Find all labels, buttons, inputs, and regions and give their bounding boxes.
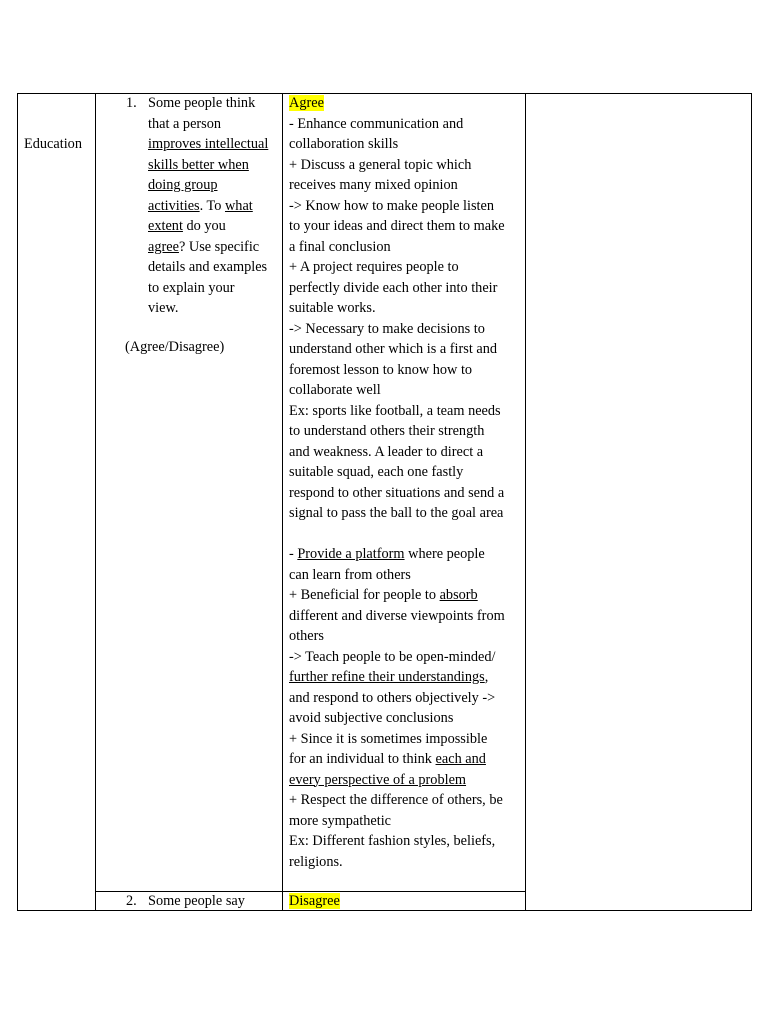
text-run: where people (404, 546, 485, 562)
underlined-text: Provide a platform (297, 546, 405, 562)
note-line (289, 831, 521, 852)
note-line (289, 380, 521, 401)
note-line (289, 257, 521, 278)
text-run: respond to other situations and send a (289, 484, 505, 501)
question-1-text (148, 93, 278, 319)
note-line (289, 606, 521, 627)
note-line (289, 667, 521, 688)
underlined-text: extent (148, 218, 183, 234)
note-line (289, 339, 521, 360)
text-run: to explain your (148, 279, 235, 296)
note-line (289, 134, 521, 155)
underlined-text: improves intellectual (148, 136, 269, 152)
question-line (148, 237, 278, 258)
note-line (289, 155, 521, 176)
text-run: different and diverse viewpoints from (289, 607, 505, 624)
text-run: to understand others their strength (289, 423, 485, 439)
text-run: Ex: Different fashion styles, beliefs, (289, 833, 496, 849)
underlined-text: doing group (148, 177, 218, 193)
question-line (148, 175, 278, 196)
note-line (289, 462, 521, 483)
question-line (148, 196, 278, 217)
text-run: avoid subjective conclusions (289, 710, 454, 726)
underlined-text: agree (148, 238, 179, 255)
question-line (148, 134, 278, 155)
note-line (289, 626, 521, 647)
text-run: Ex: sports like football, a team needs (289, 402, 501, 419)
text-run: + A project requires people to (289, 259, 459, 275)
text-run: suitable squad, each one fastly (289, 464, 464, 480)
note-line (289, 891, 521, 912)
category-label: Education (24, 136, 82, 152)
text-run: collaboration skills (289, 136, 399, 152)
text-run: -> Know how to make people listen (289, 197, 495, 214)
text-run: + Discuss a general topic which (289, 156, 472, 173)
note-line (289, 852, 521, 873)
text-run: can learn from others (289, 566, 411, 583)
note-line (289, 442, 521, 463)
text-run: Some people think (148, 95, 256, 111)
text-run: a final conclusion (289, 238, 391, 255)
note-line (289, 93, 521, 114)
text-run: -> Teach people to be open-minded/ (289, 648, 496, 665)
text-run: to your ideas and direct them to make (289, 218, 505, 234)
note-line (289, 483, 521, 504)
text-run: others (289, 628, 324, 644)
note-line (289, 319, 521, 340)
note-line (289, 524, 521, 545)
note-line (289, 544, 521, 565)
note-line (289, 278, 521, 299)
note-line (289, 114, 521, 135)
note-line (289, 647, 521, 668)
text-run: more sympathetic (289, 812, 392, 829)
note-line (289, 770, 521, 791)
note-line (289, 811, 521, 832)
note-line (289, 298, 521, 319)
highlighted-text: Agree (289, 95, 324, 111)
text-run: + Since it is sometimes impossible (289, 730, 488, 747)
notes-question-2 (289, 891, 521, 912)
text-run: signal to pass the ball to the goal area (289, 505, 504, 521)
highlighted-text: Disagree (289, 893, 340, 909)
underlined-text: each and (435, 751, 486, 767)
note-line (289, 360, 521, 381)
question-line (148, 257, 278, 278)
note-line (289, 175, 521, 196)
text-run: foremost lesson to know how to (289, 361, 473, 378)
question-line (148, 891, 278, 912)
text-run: perfectly divide each other into their (289, 279, 498, 296)
column-divider-2 (282, 93, 283, 911)
text-run: understand other which is a first and (289, 341, 498, 357)
notes-question-1 (289, 93, 521, 872)
underlined-text: absorb (439, 587, 478, 603)
note-line (289, 790, 521, 811)
note-line (289, 585, 521, 606)
note-line (289, 749, 521, 770)
text-run: -> Necessary to make decisions to (289, 320, 485, 337)
note-line (289, 237, 521, 258)
question-line (148, 216, 278, 237)
text-run: view. (148, 300, 179, 316)
text-run: ? Use specific (178, 238, 260, 255)
text-run: + Beneficial for people to (289, 587, 440, 603)
underlined-text: skills better when (148, 156, 249, 173)
text-run: , (484, 669, 489, 685)
underlined-text: every perspective of a problem (289, 771, 467, 788)
table-border-left (17, 93, 18, 911)
text-run: receives many mixed opinion (289, 177, 458, 193)
note-line (289, 196, 521, 217)
question-line (148, 155, 278, 176)
text-run: + Respect the difference of others, be (289, 792, 503, 808)
underlined-text: activities (148, 197, 200, 214)
empty-column-cell (526, 94, 751, 910)
question-line (148, 93, 278, 114)
text-run: for an individual to think (289, 751, 436, 767)
text-run: . To (199, 197, 225, 214)
text-run: and respond to others objectively -> (289, 689, 496, 706)
text-run: Some people say (148, 893, 245, 909)
note-line (289, 216, 521, 237)
underlined-text: what (224, 197, 253, 214)
question-line (148, 114, 278, 135)
underlined-text: further refine their understandings (289, 669, 485, 685)
column-divider-1 (95, 93, 96, 911)
note-line (289, 729, 521, 750)
note-line (289, 503, 521, 524)
text-run: religions. (289, 853, 343, 870)
text-run: - (289, 546, 298, 562)
question-1-stance-hint: (Agree/Disagree) (125, 339, 225, 355)
text-run: that a person (148, 115, 222, 132)
text-run: - Enhance communication and (289, 115, 464, 132)
note-line (289, 688, 521, 709)
question-2-text (148, 891, 278, 912)
text-run: collaborate well (289, 382, 381, 398)
note-line (289, 565, 521, 586)
text-run: and weakness. A leader to direct a (289, 443, 484, 460)
note-line (289, 421, 521, 442)
question-line (148, 278, 278, 299)
text-run: suitable works. (289, 300, 376, 316)
note-line (289, 708, 521, 729)
question-1-number: 1. (126, 95, 137, 111)
question-2-number: 2. (126, 893, 137, 909)
text-run: details and examples (148, 259, 268, 275)
note-line (289, 401, 521, 422)
question-line (148, 298, 278, 319)
text-run: do you (182, 218, 226, 234)
table-border-right (751, 93, 752, 911)
